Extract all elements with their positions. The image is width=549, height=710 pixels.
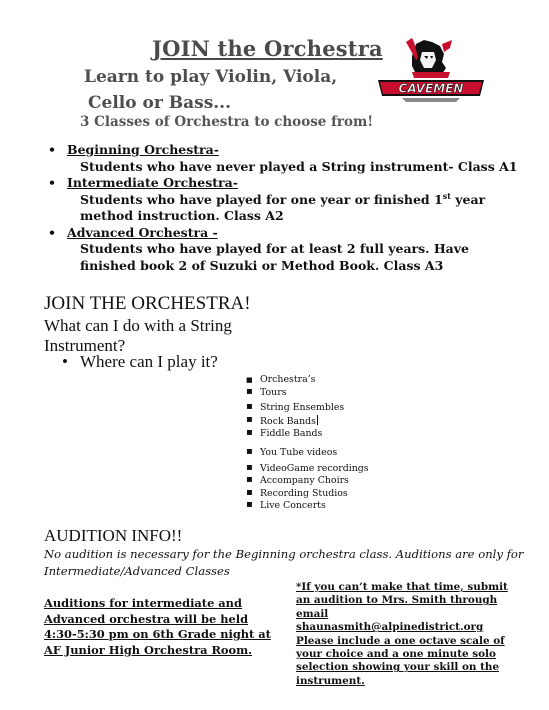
list-item: ▪ Fiddle Bands (246, 428, 369, 441)
bullet-icon: • (62, 352, 68, 371)
class-list (44, 142, 524, 274)
list-item: ▪ String Ensembles (246, 402, 369, 415)
list-item: ▪ Live Concerts (246, 500, 369, 513)
list-item (44, 142, 524, 175)
list-item: ▪ Tours (246, 387, 369, 400)
class-name: • Beginning Orchestra- (67, 142, 219, 157)
list-item (44, 175, 524, 225)
audition-schedule: Auditions for intermediate and Advanced orchestra will be held 4:30-5:30 pm on 6th Grade night at AF Junior High Orchestra Room. (44, 596, 271, 657)
audition-note: No audition is necessary for the Beginning orchestra class. Auditions are only for Intermediate/Advanced Classes (44, 547, 524, 578)
subtitle-line-2: Cello or Bass... (88, 93, 232, 113)
page-title: JOIN the Orchestra (152, 36, 383, 61)
where-text: Where can I play it? (80, 352, 218, 371)
class-description-text: Students who have played for one year or finished 1 (80, 191, 443, 207)
list-item: ▪ You Tube videos (246, 447, 369, 460)
class-name: • Intermediate Orchestra- (67, 175, 238, 190)
class-name: • Advanced Orchestra - (67, 224, 218, 240)
ordinal-suffix: st (442, 190, 451, 201)
list-item: ▪ Recording Studios (246, 488, 369, 501)
list-item: ■ Orchestra’s (246, 374, 369, 387)
audition-heading: AUDITION INFO!! (44, 526, 183, 545)
class-description-text: year method instruction. Class A2 (80, 191, 486, 223)
list-item-text: Rock Bands (260, 415, 316, 427)
join-heading: JOIN THE ORCHESTRA! (44, 293, 251, 314)
subtitle-line-3: 3 Classes of Orchestra to choose from! (80, 114, 374, 130)
subtitle-line-1: Learn to play Violin, Viola, (84, 67, 338, 87)
list-item: ▪ VideoGame recordings (246, 463, 369, 476)
cavemen-logo-graphic (372, 38, 490, 112)
class-description: Students who have played for at least 2 full years. Have finished book 2 of Suzuki or Method Book. Class A3 (80, 241, 469, 273)
class-description (67, 192, 524, 225)
logo-wordmark: CAVEMEN (398, 81, 464, 96)
audition-alternative: *If you can’t make that time, submit an audition to Mrs. Smith through email shaunasmith@alpinedistrict.org Please include a one octave scale of your choice and a one minute solo selection showing your skill on the instrument. (296, 581, 508, 687)
list-item (44, 225, 524, 275)
list-item: ▪ Accompany Choirs (246, 475, 369, 488)
where-bullet (62, 352, 218, 372)
join-question: What can I do with a String Instrument? (44, 316, 232, 355)
text-cursor (317, 415, 318, 425)
class-description: Students who have never played a String instrument- Class A1 (80, 158, 518, 174)
list-item (246, 415, 369, 429)
cavemen-logo (372, 38, 490, 112)
venue-list (246, 374, 369, 513)
